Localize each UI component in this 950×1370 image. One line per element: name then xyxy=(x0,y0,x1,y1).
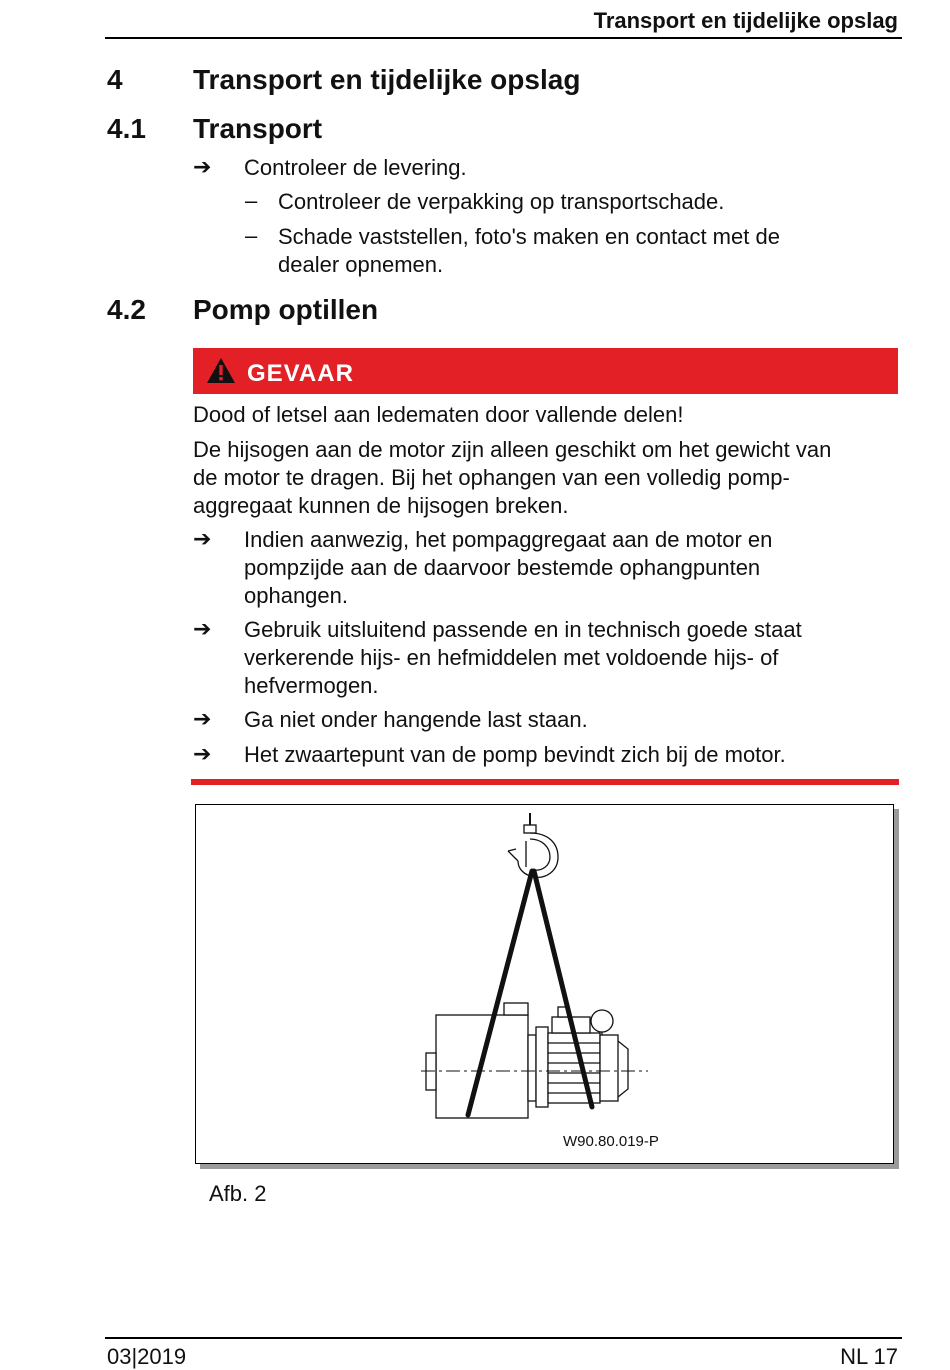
danger-headline: Dood of letsel aan ledematen door vallende delen! xyxy=(193,402,684,427)
section-title-lifting: Pomp optillen xyxy=(193,294,379,325)
figure-frame xyxy=(195,804,894,1164)
danger-text-line: de motor te dragen. Bij het ophangen van een volledig pomp- xyxy=(193,465,790,490)
dash-icon: – xyxy=(245,223,258,248)
running-header-title: Transport en tijdelijke opslag xyxy=(593,8,898,33)
chapter-title: Transport en tijdelijke opslag xyxy=(193,64,581,95)
danger-text-line: aggregaat kunnen de hijsogen breken. xyxy=(193,493,569,518)
figure-code: W90.80.019-P xyxy=(563,1133,659,1150)
danger-end-rule xyxy=(191,779,899,785)
danger-text-line: De hijsogen aan de motor zijn alleen geschikt om het gewicht van xyxy=(193,437,832,462)
instruction-attach-points: Indien aanwezig, het pompaggregaat aan de motor en pompzijde aan de daarvoor bestemde ophangpunten ophangen. xyxy=(244,527,773,608)
footer-date: 03|2019 xyxy=(107,1344,187,1369)
footer-divider xyxy=(105,1337,902,1339)
section-title-transport: Transport xyxy=(193,113,323,144)
section-number-4-2: 4.2 xyxy=(107,294,146,325)
pump-lifting-illustration xyxy=(196,805,893,1163)
footer-page-number: NL 17 xyxy=(840,1344,898,1369)
instruction-lifting-gear: Gebruik uitsluitend passende en in technisch goede staat verkerende hijs- en hefmiddelen met voldoende hijs- of hefvermogen. xyxy=(244,617,802,698)
section-number-4-1: 4.1 xyxy=(107,113,146,144)
sub-item-report-damage-cont: dealer opnemen. xyxy=(278,252,444,277)
arrow-icon: ➔ xyxy=(193,526,212,551)
arrow-icon: ➔ xyxy=(193,706,212,731)
sub-item-check-packaging: Controleer de verpakking op transportschade. xyxy=(278,189,725,214)
arrow-icon: ➔ xyxy=(193,741,212,766)
instruction-suspended-load: Ga niet onder hangende last staan. xyxy=(244,707,588,732)
header-divider xyxy=(105,37,902,39)
warning-triangle-icon xyxy=(206,357,236,384)
instruction-check-delivery: Controleer de levering. xyxy=(244,155,467,180)
arrow-icon: ➔ xyxy=(193,154,212,179)
dash-icon: – xyxy=(245,188,258,213)
sub-item-report-damage: Schade vaststellen, foto's maken en contact met de xyxy=(278,224,780,249)
instruction-center-of-gravity: Het zwaartepunt van de pomp bevindt zich bij de motor. xyxy=(244,742,786,767)
arrow-icon: ➔ xyxy=(193,616,212,641)
figure-caption: Afb. 2 xyxy=(209,1181,267,1206)
danger-label: GEVAAR xyxy=(247,360,354,387)
chapter-number: 4 xyxy=(107,64,123,95)
